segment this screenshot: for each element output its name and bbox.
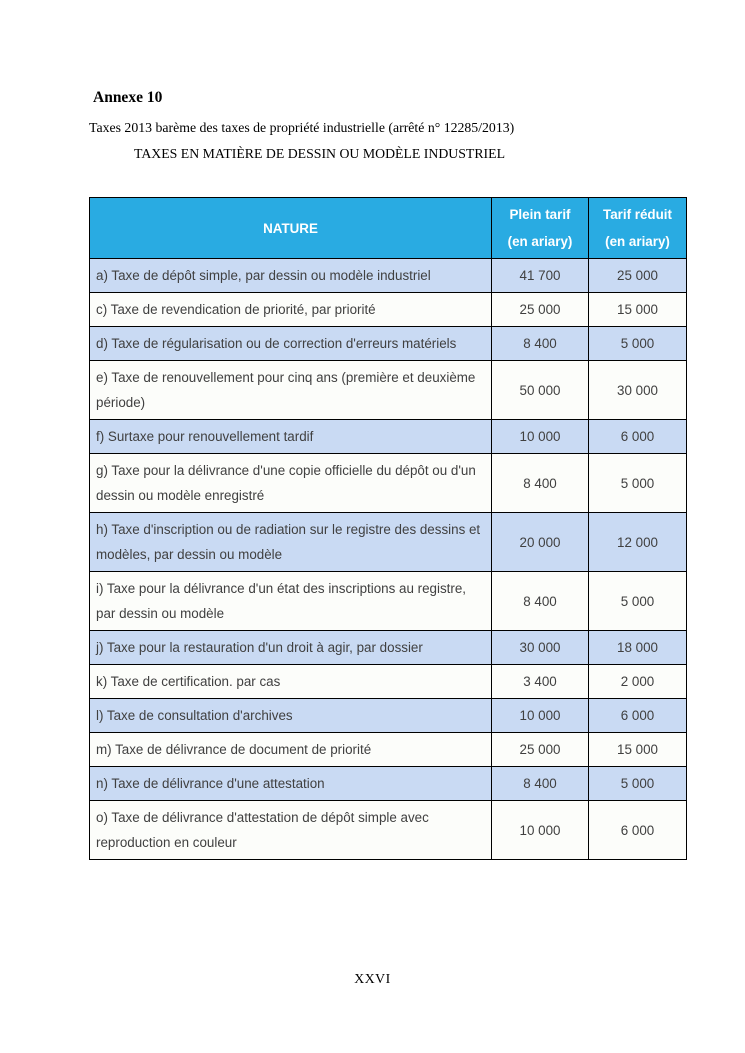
table-row [90, 327, 687, 361]
plein-tarif-line2: (en ariary) [507, 234, 573, 249]
plein-tarif-cell: 50 000 [492, 361, 589, 420]
plein-tarif-cell: 10 000 [492, 699, 589, 733]
column-header-nature: NATURE [90, 198, 492, 259]
table-row [90, 293, 687, 327]
nature-cell: h) Taxe d'inscription ou de radiation sur le registre des dessins et modèles, par dessin ou modèle [90, 513, 492, 572]
tarif-reduit-cell: 15 000 [589, 293, 687, 327]
plein-tarif-cell: 20 000 [492, 513, 589, 572]
column-header-plein-tarif [492, 198, 589, 259]
document-subtitle: Taxes 2013 barème des taxes de propriété industrielle (arrêté n° 12285/2013) [89, 120, 515, 135]
plein-tarif-cell: 8 400 [492, 572, 589, 631]
tarif-reduit-cell: 25 000 [589, 259, 687, 293]
tarif-reduit-cell: 5 000 [589, 572, 687, 631]
plein-tarif-cell: 3 400 [492, 665, 589, 699]
tarif-reduit-cell: 6 000 [589, 699, 687, 733]
nature-cell: c) Taxe de revendication de priorité, par priorité [90, 293, 492, 327]
annexe-title: Annexe 10 [93, 89, 163, 106]
tarif-reduit-cell: 2 000 [589, 665, 687, 699]
plein-tarif-cell: 10 000 [492, 801, 589, 860]
nature-cell: m) Taxe de délivrance de document de priorité [90, 733, 492, 767]
tarif-reduit-cell: 12 000 [589, 513, 687, 572]
plein-tarif-cell: 25 000 [492, 293, 589, 327]
plein-tarif-cell: 30 000 [492, 631, 589, 665]
tarif-reduit-line1: Tarif réduit [603, 207, 672, 222]
plein-tarif-line1: Plein tarif [509, 207, 571, 222]
column-header-tarif-reduit [589, 198, 687, 259]
table-row [90, 572, 687, 631]
tarif-reduit-cell: 5 000 [589, 767, 687, 801]
nature-cell: e) Taxe de renouvellement pour cinq ans (première et deuxième période) [90, 361, 492, 420]
tarif-reduit-cell: 6 000 [589, 420, 687, 454]
table-row [90, 454, 687, 513]
nature-cell: g) Taxe pour la délivrance d'une copie officielle du dépôt ou d'un dessin ou modèle enregistré [90, 454, 492, 513]
table-row [90, 699, 687, 733]
tarif-reduit-cell: 5 000 [589, 327, 687, 361]
nature-cell: d) Taxe de régularisation ou de correction d'erreurs matériels [90, 327, 492, 361]
table-row [90, 259, 687, 293]
tarif-reduit-cell: 18 000 [589, 631, 687, 665]
tarif-reduit-cell: 5 000 [589, 454, 687, 513]
table-row [90, 767, 687, 801]
plein-tarif-cell: 25 000 [492, 733, 589, 767]
plein-tarif-cell: 8 400 [492, 767, 589, 801]
plein-tarif-cell: 41 700 [492, 259, 589, 293]
table-row [90, 801, 687, 860]
plein-tarif-cell: 8 400 [492, 327, 589, 361]
table-row [90, 733, 687, 767]
table-row [90, 631, 687, 665]
nature-cell: n) Taxe de délivrance d'une attestation [90, 767, 492, 801]
nature-cell: k) Taxe de certification. par cas [90, 665, 492, 699]
table-row [90, 420, 687, 454]
plein-tarif-cell: 10 000 [492, 420, 589, 454]
table-row [90, 361, 687, 420]
table-body [90, 259, 687, 860]
plein-tarif-cell: 8 400 [492, 454, 589, 513]
table-row [90, 665, 687, 699]
tax-table [89, 197, 687, 860]
nature-cell: o) Taxe de délivrance d'attestation de dépôt simple avec reproduction en couleur [90, 801, 492, 860]
table-caption: TAXES EN MATIÈRE DE DESSIN OU MODÈLE INDUSTRIEL [134, 146, 505, 161]
nature-cell: a) Taxe de dépôt simple, par dessin ou modèle industriel [90, 259, 492, 293]
page-number: XXVI [354, 971, 391, 986]
tarif-reduit-cell: 15 000 [589, 733, 687, 767]
table-header-row [90, 198, 687, 259]
tarif-reduit-cell: 6 000 [589, 801, 687, 860]
nature-cell: j) Taxe pour la restauration d'un droit à agir, par dossier [90, 631, 492, 665]
nature-cell: i) Taxe pour la délivrance d'un état des inscriptions au registre, par dessin ou modèle [90, 572, 492, 631]
tarif-reduit-cell: 30 000 [589, 361, 687, 420]
nature-cell: f) Surtaxe pour renouvellement tardif [90, 420, 492, 454]
tarif-reduit-line2: (en ariary) [605, 234, 670, 249]
table-row [90, 513, 687, 572]
nature-cell: l) Taxe de consultation d'archives [90, 699, 492, 733]
